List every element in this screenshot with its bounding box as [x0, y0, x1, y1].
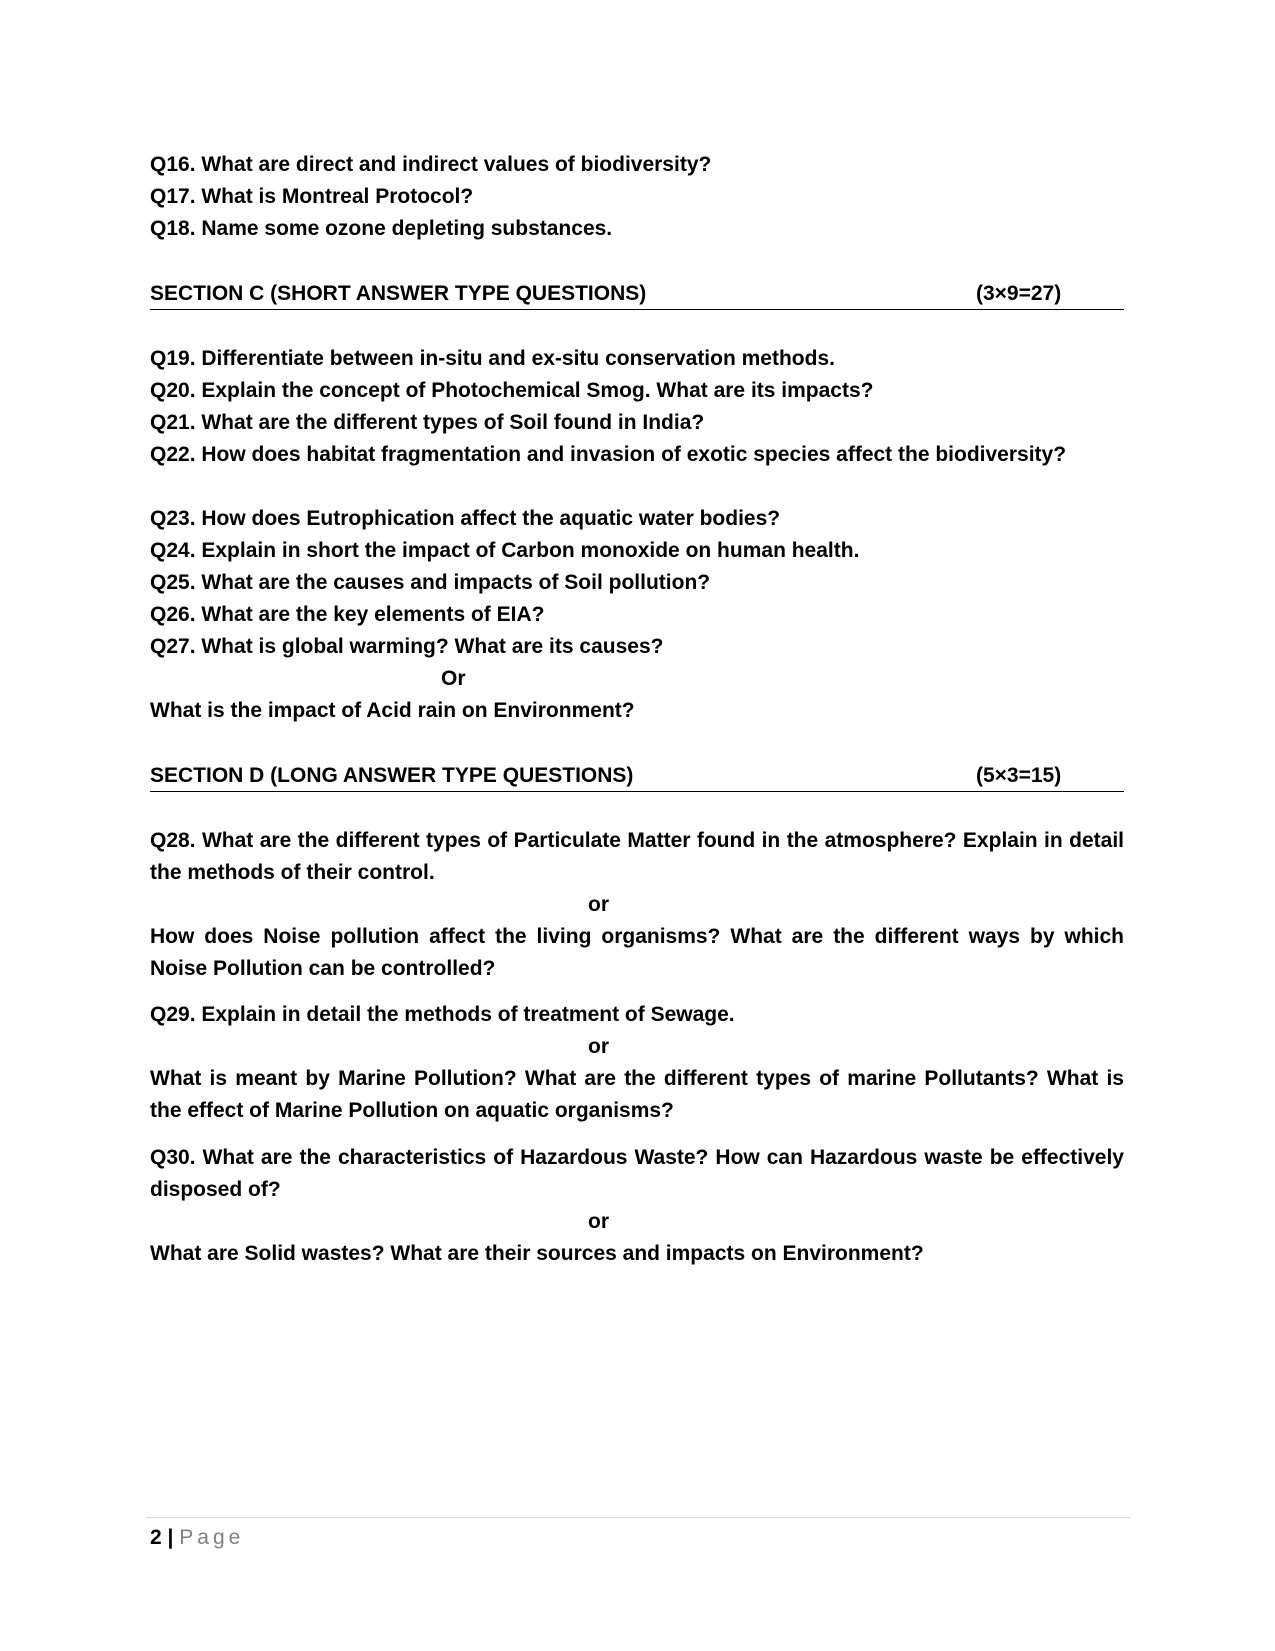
page-label: Page [179, 1526, 245, 1549]
question-26: Q26. What are the key elements of EIA? [150, 603, 545, 626]
section-d-marks: (5×3=15) [976, 764, 1062, 787]
question-27-alternative: What is the impact of Acid rain on Environment? [150, 699, 635, 722]
question-30-alternative: What are Solid wastes? What are their sources and impacts on Environment? [150, 1242, 924, 1265]
section-d-heading [150, 761, 1124, 792]
question-24: Q24. Explain in short the impact of Carbon monoxide on human health. [150, 539, 860, 562]
question-29: Q29. Explain in detail the methods of treatment of Sewage. [150, 1003, 735, 1026]
section-d-title: SECTION D (LONG ANSWER TYPE QUESTIONS) [150, 764, 634, 787]
question-28: Q28. What are the different types of Particulate Matter found in the atmosphere? Explain in detail the methods of their control. [150, 829, 1124, 884]
question-30: Q30. What are the characteristics of Hazardous Waste? How can Hazardous waste be effectively disposed of? [150, 1146, 1124, 1201]
section-c-heading [150, 279, 1124, 310]
question-28-alternative: How does Noise pollution affect the living organisms? What are the different ways by which Noise Pollution can be controlled? [150, 925, 1124, 980]
page-number: 2 [150, 1526, 162, 1549]
question-22: Q22. How does habitat fragmentation and invasion of exotic species affect the biodiversity? [150, 443, 1067, 466]
question-28-or: or [588, 893, 609, 916]
section-c-title: SECTION C (SHORT ANSWER TYPE QUESTIONS) [150, 282, 647, 305]
question-29-or: or [588, 1035, 609, 1058]
question-19: Q19. Differentiate between in-situ and ex-situ conservation methods. [150, 347, 835, 370]
question-30-or: or [588, 1210, 609, 1233]
page-footer [150, 1522, 244, 1554]
question-23: Q23. How does Eutrophication affect the aquatic water bodies? [150, 507, 781, 530]
question-16: Q16. What are direct and indirect values of biodiversity? [150, 153, 712, 176]
question-27: Q27. What is global warming? What are its causes? [150, 635, 664, 658]
section-c-marks: (3×9=27) [976, 282, 1062, 305]
question-21: Q21. What are the different types of Soil found in India? [150, 411, 705, 434]
question-27-or: Or [441, 667, 466, 690]
footer-separator: | [167, 1526, 174, 1549]
question-17: Q17. What is Montreal Protocol? [150, 185, 474, 208]
question-20: Q20. Explain the concept of Photochemical Smog. What are its impacts? [150, 379, 874, 402]
question-18: Q18. Name some ozone depleting substances. [150, 217, 613, 240]
question-29-alternative: What is meant by Marine Pollution? What are the different types of marine Pollutants? What is the effect of Marine Pollution on aquatic organisms? [150, 1067, 1124, 1122]
question-25: Q25. What are the causes and impacts of Soil pollution? [150, 571, 711, 594]
footer-divider [146, 1517, 1130, 1518]
